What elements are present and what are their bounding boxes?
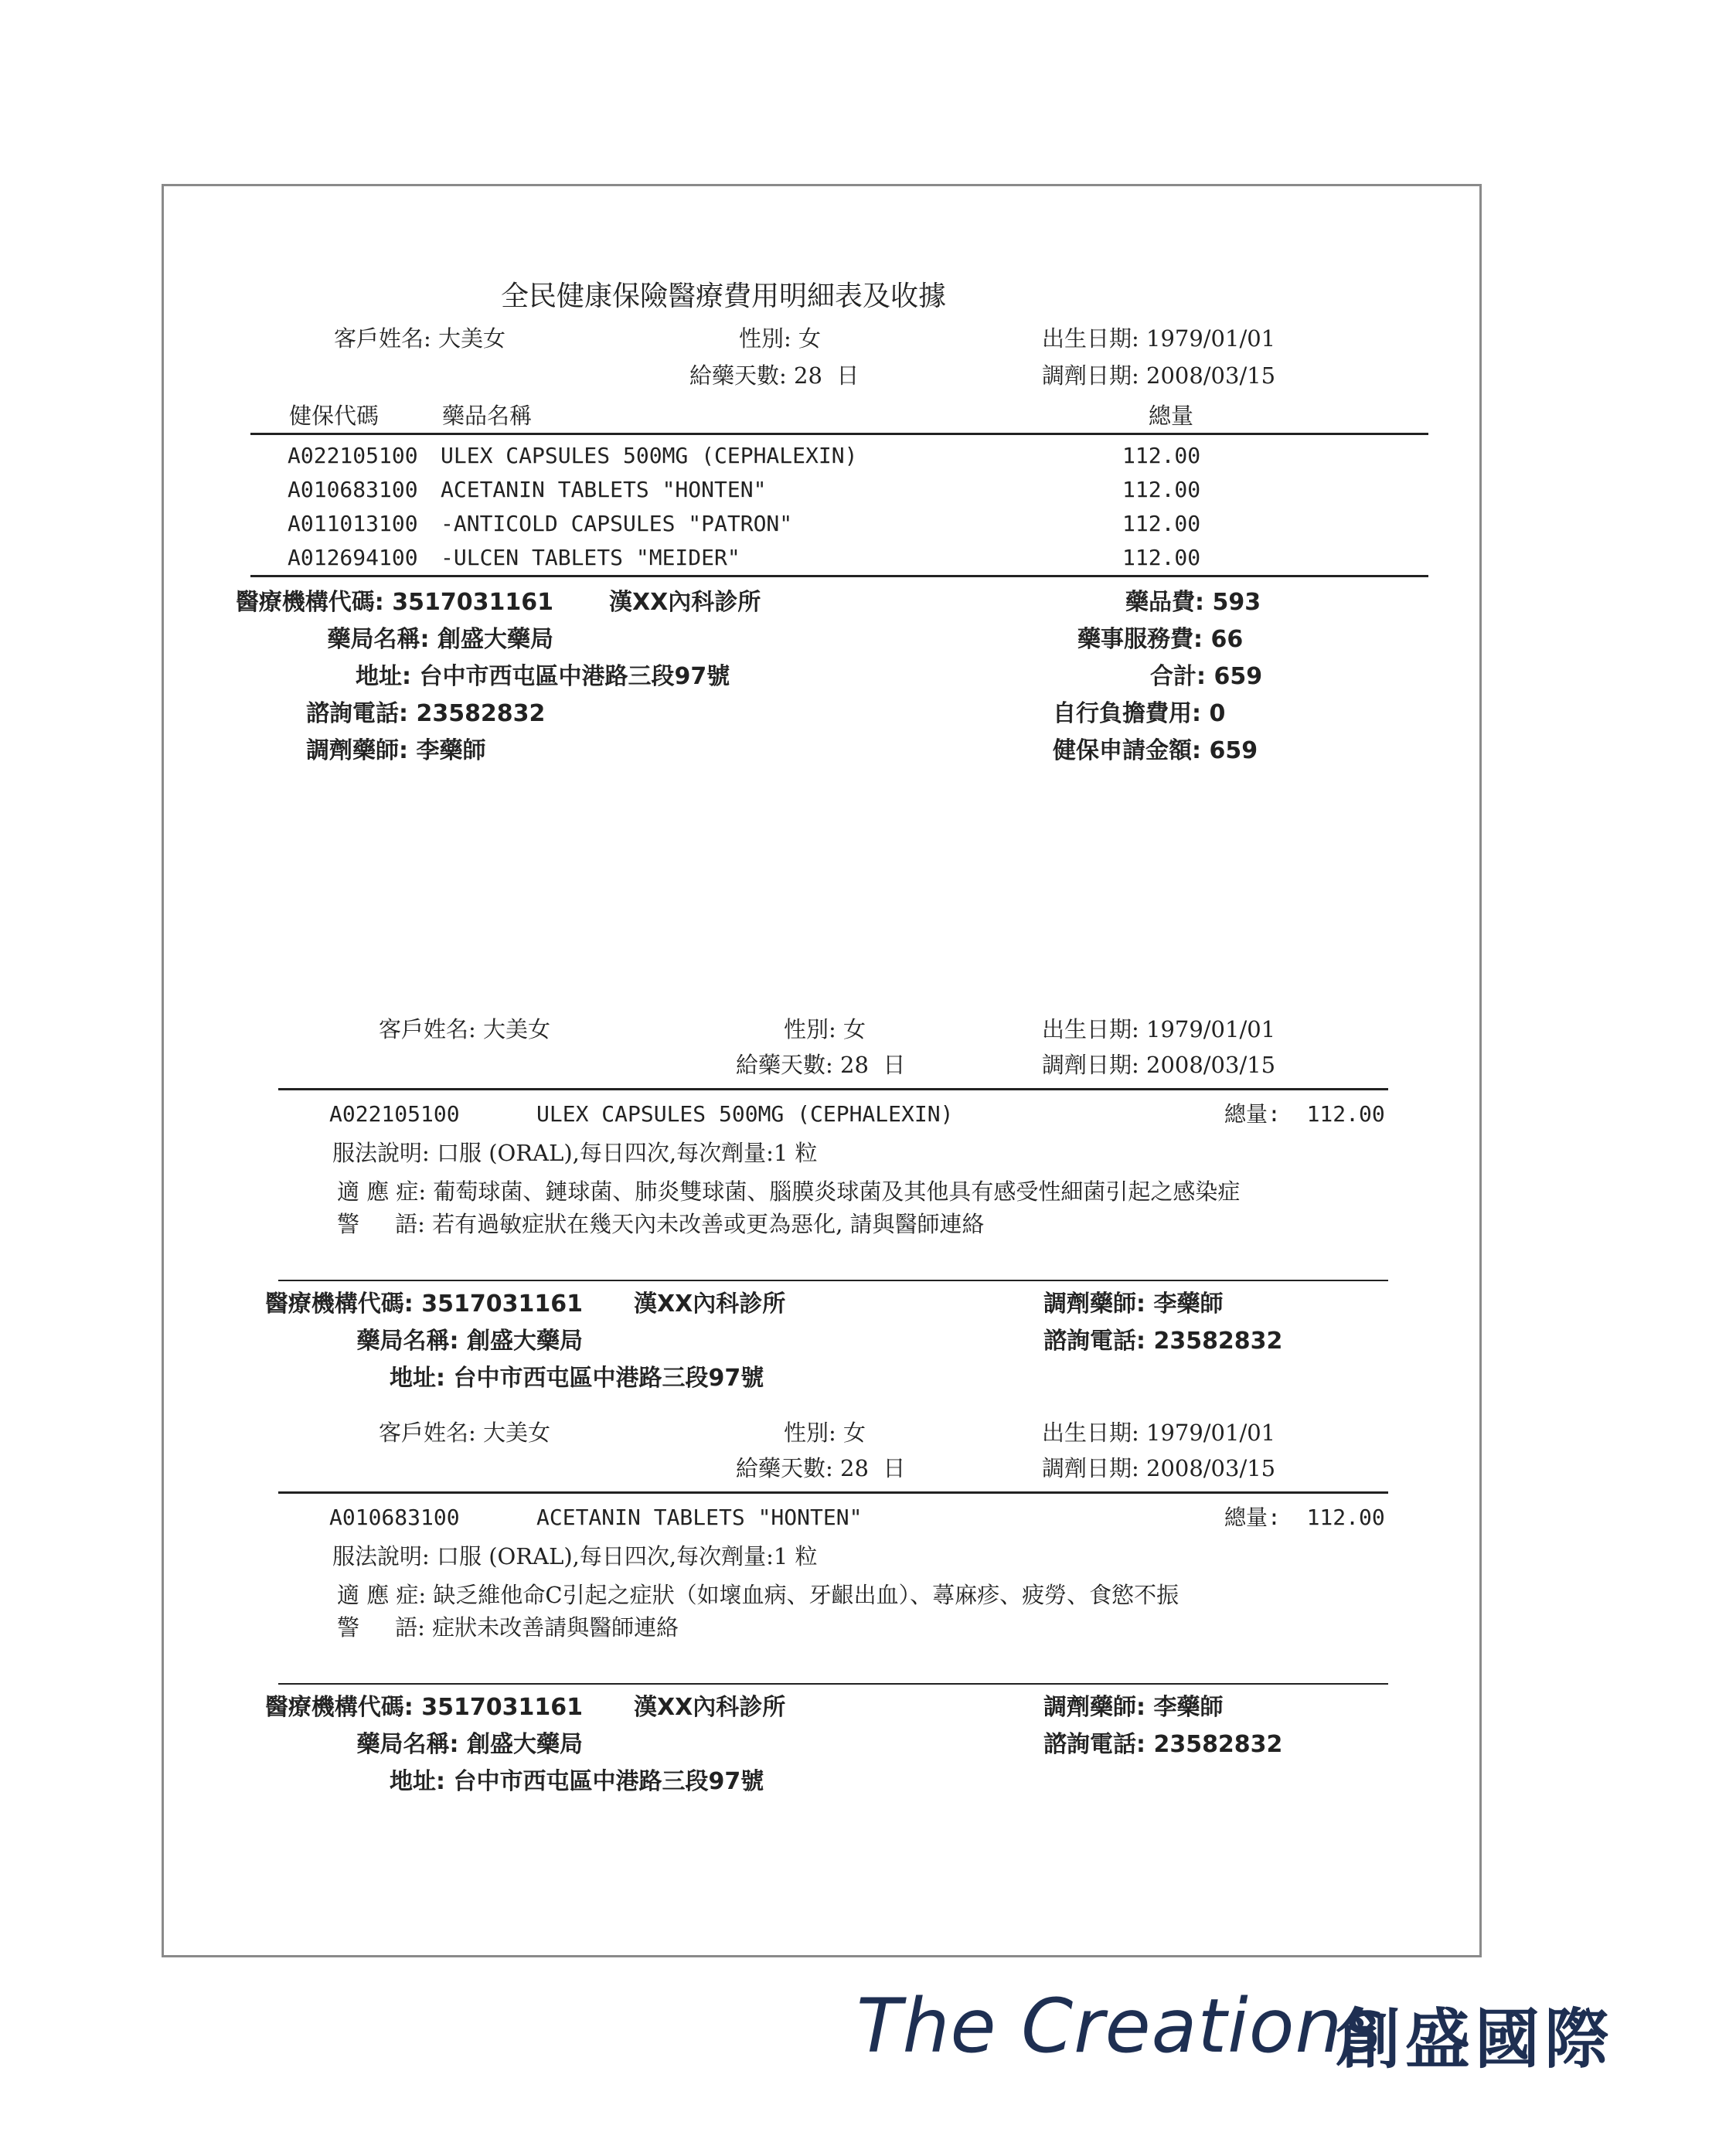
brand-logo-en: The Creations [856, 1983, 1383, 2069]
warning: 警 語: 若有過敏症狀在幾天內未改善或更為惡化, 請與醫師連絡 [337, 1211, 985, 1237]
pharmacist: 調劑藥師: 李藥師 [1043, 1694, 1224, 1721]
customer-name: 客戶姓名: 大美女 [334, 325, 505, 352]
clinic-name: 漢XX內科診所 [609, 589, 761, 616]
dispense-date: 調劑日期: 2008/03/15 [1042, 362, 1276, 389]
pharmacy-address: 地址: 台中市西屯區中港路三段97號 [356, 663, 730, 690]
customer-name: 客戶姓名: 大美女 [379, 1420, 550, 1446]
row-qty: 112.00 [1122, 443, 1201, 468]
dispense-days: 給藥天數: 28 日 [689, 362, 860, 389]
institution-code: 醫療機構代碼: 3517031161 [264, 1694, 583, 1721]
row-qty: 112.00 [1122, 511, 1201, 536]
gender: 性別: 女 [784, 1420, 866, 1446]
usage-instructions: 服法說明: 口服 (ORAL),每日四次,每次劑量:1 粒 [332, 1140, 818, 1166]
row-name: -ANTICOLD CAPSULES "PATRON" [441, 511, 793, 536]
drug-code: A022105100 [329, 1101, 460, 1127]
pharmacist: 調劑藥師: 李藥師 [306, 737, 486, 764]
drug-qty: 總量: 112.00 [1224, 1101, 1385, 1127]
row-name: -ULCEN TABLETS "MEIDER" [441, 545, 740, 570]
label-divider [278, 1491, 1388, 1494]
drug-code: A010683100 [329, 1505, 460, 1530]
indication: 適 應 症: 葡萄球菌、鏈球菌、肺炎雙球菌、腦膜炎球菌及其他具有感受性細菌引起之感染症 [337, 1178, 1241, 1205]
pharmacy-name: 藥局名稱: 創盛大藥局 [356, 1328, 583, 1355]
label-divider [278, 1683, 1388, 1685]
label-divider [278, 1088, 1388, 1090]
dispense-date: 調劑日期: 2008/03/15 [1042, 1455, 1276, 1481]
pharmacy-address: 地址: 台中市西屯區中港路三段97號 [390, 1365, 764, 1392]
claim-amount: 健保申請金額: 659 [1053, 737, 1258, 764]
drug-fee: 藥品費: 593 [1125, 589, 1261, 616]
row-code: A022105100 [288, 443, 418, 468]
clinic-name: 漢XX內科診所 [634, 1694, 786, 1721]
column-header-code: 健保代碼 [289, 403, 380, 429]
row-code: A011013100 [288, 511, 418, 536]
header-divider [250, 433, 1428, 435]
usage-instructions: 服法說明: 口服 (ORAL),每日四次,每次劑量:1 粒 [332, 1543, 818, 1569]
column-header-name: 藥品名稱 [442, 403, 533, 429]
service-fee: 藥事服務費: 66 [1077, 626, 1244, 653]
pharmacy-name: 藥局名稱: 創盛大藥局 [327, 626, 553, 653]
consult-phone: 諮詢電話: 23582832 [1043, 1328, 1283, 1355]
row-code: A010683100 [288, 477, 418, 502]
brand-logo-cn: 創盛國際 [1336, 2001, 1615, 2077]
birth-date: 出生日期: 1979/01/01 [1042, 1420, 1276, 1446]
dispense-date: 調劑日期: 2008/03/15 [1042, 1052, 1276, 1078]
warning: 警 語: 症狀未改善請與醫師連絡 [337, 1614, 679, 1641]
copay-fee: 自行負擔費用: 0 [1053, 700, 1226, 727]
institution-code: 醫療機構代碼: 3517031161 [235, 589, 553, 616]
customer-name: 客戶姓名: 大美女 [379, 1016, 550, 1042]
dispense-days: 給藥天數: 28 日 [736, 1052, 906, 1078]
pharmacy-address: 地址: 台中市西屯區中港路三段97號 [390, 1768, 764, 1795]
gender: 性別: 女 [784, 1016, 866, 1042]
drug-name: ULEX CAPSULES 500MG (CEPHALEXIN) [536, 1101, 954, 1127]
row-qty: 112.00 [1122, 545, 1201, 570]
row-name: ULEX CAPSULES 500MG (CEPHALEXIN) [441, 443, 858, 468]
row-qty: 112.00 [1122, 477, 1201, 502]
drug-qty: 總量: 112.00 [1224, 1505, 1385, 1530]
total-fee: 合計: 659 [1150, 663, 1263, 690]
dispense-days: 給藥天數: 28 日 [736, 1455, 906, 1481]
consult-phone: 諮詢電話: 23582832 [1043, 1731, 1283, 1758]
birth-date: 出生日期: 1979/01/01 [1042, 325, 1276, 352]
table-divider [250, 575, 1428, 577]
pharmacist: 調劑藥師: 李藥師 [1043, 1291, 1224, 1318]
gender: 性別: 女 [739, 325, 821, 352]
row-name: ACETANIN TABLETS "HONTEN" [441, 477, 767, 502]
column-header-qty: 總量 [1149, 403, 1194, 429]
pharmacy-name: 藥局名稱: 創盛大藥局 [356, 1731, 583, 1758]
institution-code: 醫療機構代碼: 3517031161 [264, 1291, 583, 1318]
indication: 適 應 症: 缺乏維他命C引起之症狀（如壞血病、牙齦出血）、蕁麻疹、疲勞、食慾不振 [337, 1582, 1179, 1608]
label-divider [278, 1280, 1388, 1281]
drug-name: ACETANIN TABLETS "HONTEN" [536, 1505, 863, 1530]
clinic-name: 漢XX內科診所 [634, 1291, 786, 1318]
birth-date: 出生日期: 1979/01/01 [1042, 1016, 1276, 1042]
consult-phone: 諮詢電話: 23582832 [306, 700, 546, 727]
receipt-title: 全民健康保險醫療費用明細表及收據 [501, 281, 947, 312]
row-code: A012694100 [288, 545, 418, 570]
